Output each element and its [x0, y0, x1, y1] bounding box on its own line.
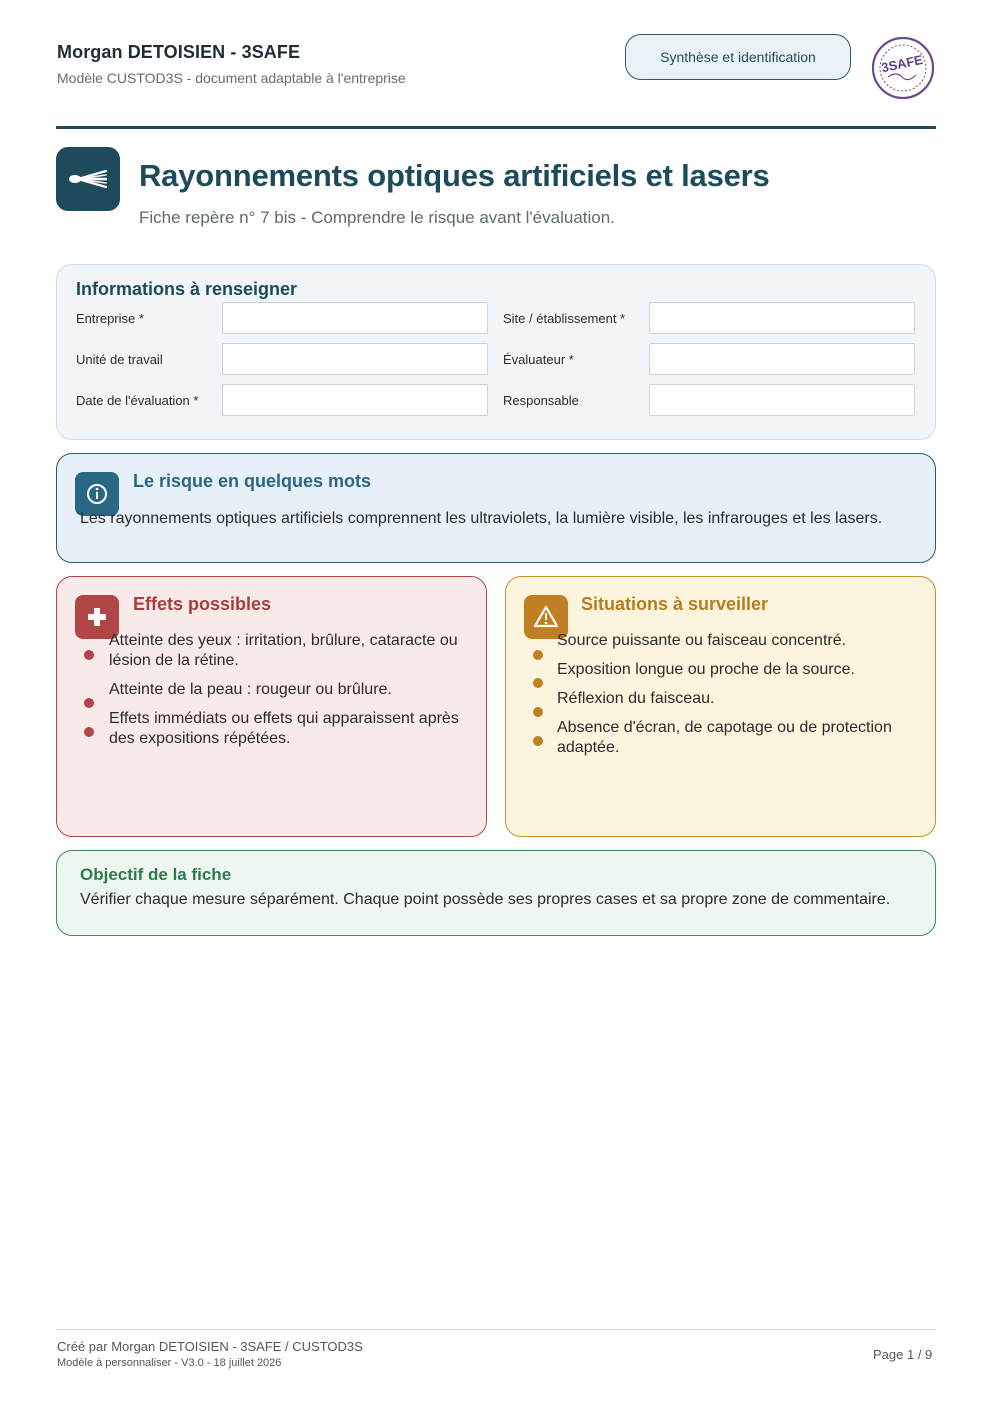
effects-list: [109, 631, 469, 758]
objective-title: Objectif de la fiche: [80, 865, 232, 884]
effects-title: Effets possibles: [133, 594, 272, 614]
bullet-dot: [84, 727, 94, 737]
label-entreprise: Entreprise *: [76, 311, 144, 326]
risk-text: Les rayonnements optiques artificiels comprennent les ultraviolets, la lumière visible, les infrarouges et les lasers.: [80, 510, 883, 527]
bullet-dot: [533, 707, 543, 717]
list-item: Atteinte de la peau : rougeur ou brûlure.: [109, 681, 392, 698]
footer-divider: [56, 1329, 936, 1330]
page-title: Rayonnements optiques artificiels et lasers: [139, 158, 770, 193]
page-subtitle: Fiche repère n° 7 bis - Comprendre le risque avant l'évaluation.: [139, 208, 615, 227]
evaluateur-field[interactable]: [649, 343, 915, 375]
list-item: Absence d'écran, de capotage ou de protection adaptée.: [557, 719, 892, 756]
list-item: Atteinte des yeux : irritation, brûlure, cataracte ou lésion de la rétine.: [109, 632, 458, 669]
site-field[interactable]: [649, 302, 915, 334]
footer-version: Modèle à personnaliser - V3.0 - 18 juillet 2026: [57, 1357, 282, 1369]
section-button[interactable]: Synthèse et identification: [625, 34, 851, 80]
header-divider: [56, 126, 936, 129]
bullet-dot: [84, 650, 94, 660]
label-responsable: Responsable: [503, 393, 579, 408]
company-stamp: [870, 35, 936, 101]
list-item: Exposition longue ou proche de la source.: [557, 661, 855, 678]
footer-credit: Créé par Morgan DETOISIEN - 3SAFE / CUSTOD3S: [57, 1339, 363, 1354]
objective-text: Vérifier chaque mesure séparément. Chaque point possède ses propres cases et sa propre zone de commentaire.: [80, 891, 891, 908]
list-item: Source puissante ou faisceau concentré.: [557, 632, 847, 649]
bullet-dot: [84, 698, 94, 708]
list-item: Effets immédiats ou effets qui apparaissent après des expositions répétées.: [109, 710, 459, 747]
risk-title: Le risque en quelques mots: [133, 471, 372, 491]
stamp-text: 3SAFE: [880, 51, 925, 76]
label-date: Date de l'évaluation *: [76, 393, 199, 408]
responsable-field[interactable]: [649, 384, 915, 416]
list-item: Réflexion du faisceau.: [557, 690, 715, 707]
laser-beam-icon: [56, 147, 120, 211]
unite-field[interactable]: [222, 343, 488, 375]
author-name: Morgan DETOISIEN - 3SAFE: [57, 42, 301, 62]
bullet-dot: [533, 736, 543, 746]
date-field[interactable]: [222, 384, 488, 416]
bullet-dot: [533, 678, 543, 688]
situations-list: [557, 631, 922, 767]
info-form-title: Informations à renseigner: [76, 279, 298, 299]
label-site: Site / établissement *: [503, 311, 626, 326]
situations-title: Situations à surveiller: [581, 594, 769, 614]
page-number: Page 1 / 9: [873, 1347, 933, 1362]
template-subtitle: Modèle CUSTOD3S - document adaptable à l'entreprise: [57, 70, 406, 86]
bullet-dot: [533, 650, 543, 660]
entreprise-field[interactable]: [222, 302, 488, 334]
label-unite: Unité de travail: [76, 352, 163, 367]
label-evaluateur: Évaluateur *: [503, 352, 574, 367]
